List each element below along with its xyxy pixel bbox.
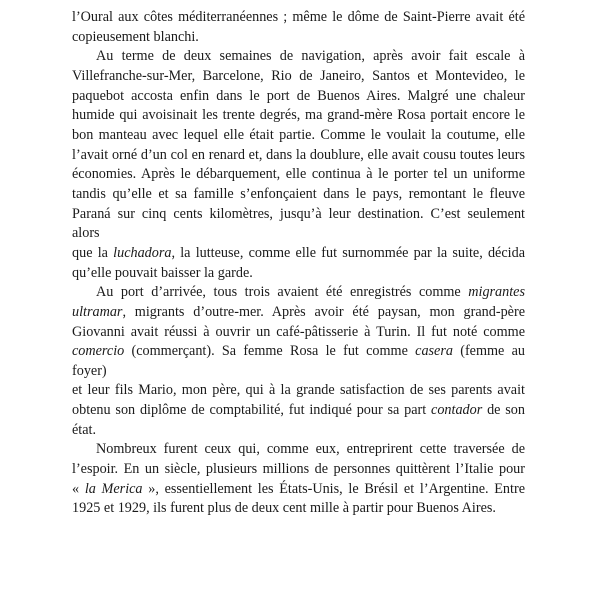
text-run: l’Oural aux côtes méditerranéennes ; même le dôme de Saint-Pierre avait été (72, 9, 525, 25)
text-run: , migrants d’outre-mer. Après avoir été paysan, mon grand-père (122, 303, 525, 320)
italic-text: casera (415, 343, 453, 360)
text-line (72, 401, 525, 421)
text-run: copieusement blanchi. (72, 28, 199, 45)
text-run: (femme au foyer) (72, 343, 525, 379)
document-page (72, 8, 525, 519)
text-run: (commerçant). Sa femme Rosa le fut comme (124, 343, 416, 360)
text-line (72, 421, 525, 441)
paragraph (72, 8, 525, 47)
text-line (72, 381, 525, 401)
text-line (72, 205, 525, 244)
text-run: qu’elle pouvait baisser la garde. (72, 264, 253, 281)
text-run: Au port d’arrivée, tous trois avaient été enregistrés comme (96, 284, 469, 301)
text-run: état. (72, 421, 97, 438)
text-run: 1925 et 1929, ils furent plus de deux cent mille à partir pour Buenos Aires. (72, 500, 496, 517)
text-line (72, 499, 525, 519)
text-run: bon manteau avec lequel elle était partie. Comme le voulait la coutume, elle (72, 126, 525, 143)
text-run: , la lutteuse, comme elle fut surnommée par la suite, décida (171, 244, 525, 261)
text-run: que la (72, 244, 114, 261)
text-line (72, 67, 525, 87)
text-run: l’espoir. En un siècle, plusieurs millions de personnes quittèrent l’Italie pour (72, 461, 525, 478)
text-run: économies. Après le débarquement, elle continua à le porter tel un uniforme (72, 166, 525, 183)
text-line (72, 106, 525, 126)
text-run: obtenu son diplôme de comptabilité, fut indiqué pour sa part (72, 402, 432, 419)
text-run: », essentiellement les États-Unis, le Brésil et l’Argentine. Entre (142, 480, 525, 497)
text-line (72, 283, 525, 303)
text-line (72, 440, 525, 460)
text-line (72, 342, 525, 381)
text-line (72, 185, 525, 205)
text-line (72, 480, 525, 500)
text-run: Villefranche-sur-Mer, Barcelone, Rio de Janeiro, Santos et Montevideo, le (72, 67, 525, 84)
text-line (72, 126, 525, 146)
text-line (72, 323, 525, 343)
text-run: Au terme de deux semaines de navigation, après avoir fait escale à (96, 48, 525, 65)
italic-text: ultramar (72, 303, 123, 320)
text-run: tandis qu’elle et sa famille s’enfonçaient dans le pays, remontant le fleuve (72, 185, 525, 202)
text-line (72, 8, 525, 28)
text-run: de son (482, 402, 525, 419)
text-line (72, 165, 525, 185)
text-run: Giovanni avait réussi à ouvrir un café-pâtisserie à Turin. Il fut noté comme (72, 323, 525, 340)
text-run: Paraná sur cinq cents kilomètres, jusqu’à leur destination. C’est seulement alors (72, 205, 525, 242)
paragraph (72, 47, 525, 283)
italic-text: comercio (72, 343, 125, 360)
text-line (72, 264, 525, 284)
text-line (72, 47, 525, 67)
text-line (72, 303, 525, 323)
text-run: et leur fils Mario, mon père, qui à la grande satisfaction de ses parents avait (72, 382, 525, 399)
text-line (72, 460, 525, 480)
text-run: humide qui avoisinait les trente degrés, ma grand-mère Rosa portait encore le (72, 107, 525, 124)
italic-text: contador (431, 402, 483, 419)
text-run: « (72, 480, 85, 497)
text-line (72, 244, 525, 264)
text-run: Nombreux furent ceux qui, comme eux, entreprirent cette traversée de (96, 441, 525, 458)
italic-text: migrantes (468, 284, 525, 301)
text-line (72, 146, 525, 166)
italic-text: la Merica (84, 480, 143, 497)
text-line (72, 87, 525, 107)
italic-text: luchadora (113, 244, 172, 261)
text-run: l’avait orné d’un col en renard et, dans la doublure, elle avait cousu toutes leurs (72, 146, 525, 163)
text-line (72, 28, 525, 48)
text-run: paquebot accosta enfin dans le port de Buenos Aires. Malgré une chaleur (72, 87, 525, 104)
paragraph (72, 440, 525, 519)
paragraph (72, 283, 525, 440)
